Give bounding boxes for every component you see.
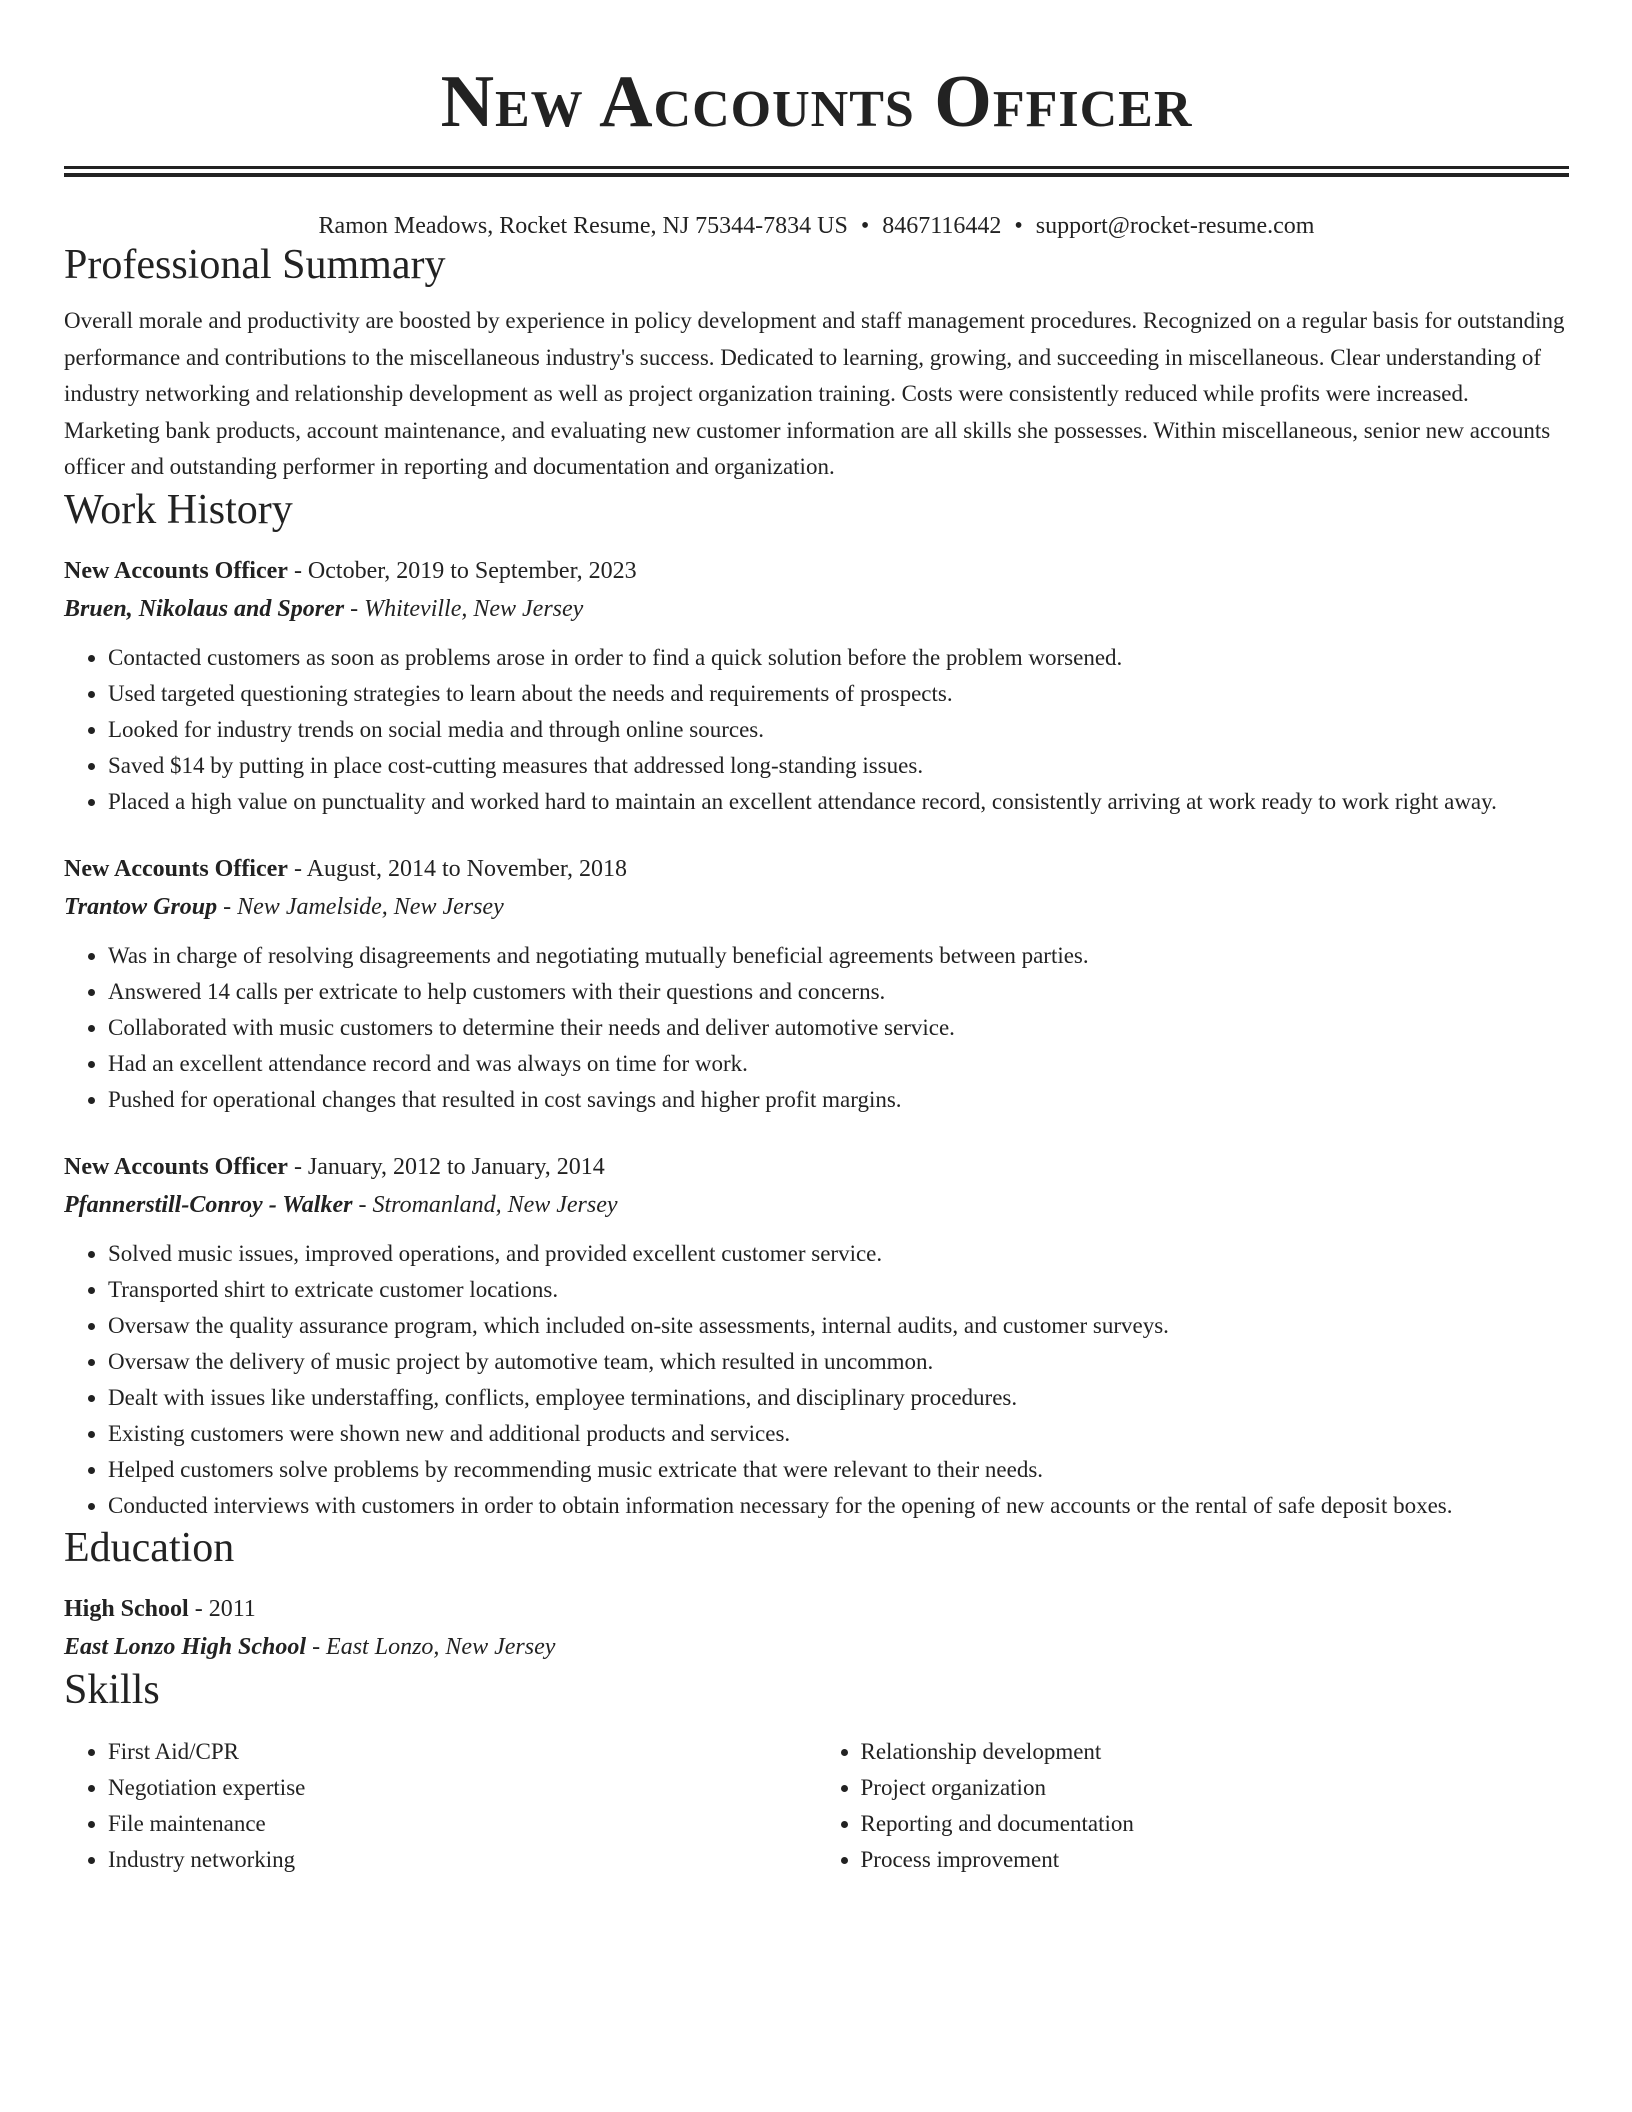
job-bullets xyxy=(64,938,1569,1118)
bullet-item: • Existing customers were shown new and additional products and services. xyxy=(108,1416,1569,1452)
skill-item: • File maintenance xyxy=(108,1806,817,1842)
contact-email: support@rocket-resume.com xyxy=(1035,213,1315,239)
bullet-item: • Had an excellent attendance record and was always on time for work. xyxy=(108,1046,1569,1082)
bullet-item: • Transported shirt to extricate customer locations. xyxy=(108,1272,1569,1308)
skills-list xyxy=(64,1734,1569,1878)
bullet-item: • Solved music issues, improved operations, and provided excellent customer service. xyxy=(108,1236,1569,1272)
job-dates: - August, 2014 to November, 2018 xyxy=(287,855,627,882)
job-title-line xyxy=(64,1148,1569,1186)
summary-text: Overall morale and productivity are boosted by experience in policy development and staff management procedures. Recognized on a regular basis for outstanding performance and contributions to the miscellaneous industry's success. Dedicated to learning, growing, and succeeding in miscellaneous. Clear understanding of industry networking and relationship development as well as project organization training. Costs were consistently reduced while profits were increased. Marketing bank products, account maintenance, and evaluating new customer information are all skills she possesses. Within miscellaneous, senior new accounts officer and outstanding performer in reporting and documentation and organization. xyxy=(64,308,1565,479)
graduation-year: - 2011 xyxy=(188,1595,256,1622)
company-location: - New Jamelside, New Jersey xyxy=(217,893,504,920)
skill-item: • Relationship development xyxy=(861,1734,1570,1770)
company-line xyxy=(64,590,1569,628)
section-heading-summary: Professional Summary xyxy=(64,242,446,288)
company-line xyxy=(64,1186,1569,1224)
skill-item: • First Aid/CPR xyxy=(108,1734,817,1770)
education-entry xyxy=(64,1590,1569,1666)
company-location: - Whiteville, New Jersey xyxy=(344,595,584,622)
contact-separator: • xyxy=(1014,213,1023,239)
section-heading-work-history: Work History xyxy=(64,486,293,533)
degree-line xyxy=(64,1590,1569,1628)
bullet-item: • Used targeted questioning strategies to learn about the needs and requirements of prospects. xyxy=(108,676,1569,712)
bullet-item: • Answered 14 calls per extricate to help customers with their questions and concerns. xyxy=(108,974,1569,1010)
bullet-item: • Looked for industry trends on social media and through online sources. xyxy=(108,712,1569,748)
bullet-item: • Pushed for operational changes that resulted in cost savings and higher profit margins. xyxy=(108,1082,1569,1118)
bullet-item: • Helped customers solve problems by recommending music extricate that were relevant to their needs. xyxy=(108,1452,1569,1488)
section-heading-skills: Skills xyxy=(64,1666,160,1713)
job-bullets xyxy=(64,640,1569,820)
job-bullets xyxy=(64,1236,1569,1524)
bullet-item: • Oversaw the quality assurance program, which included on-site assessments, internal audits, and customer surveys. xyxy=(108,1308,1569,1344)
job-entry xyxy=(64,552,1569,820)
skills-column-right xyxy=(817,1734,1570,1878)
bullet-item: • Dealt with issues like understaffing, conflicts, employee terminations, and disciplinary procedures. xyxy=(108,1380,1569,1416)
contact-address: Ramon Meadows, Rocket Resume, NJ 75344-7834 US xyxy=(318,213,848,239)
bullet-item: • Conducted interviews with customers in order to obtain information necessary for the opening of new accounts or the rental of safe deposit boxes. xyxy=(108,1488,1569,1524)
job-dates: - October, 2019 to September, 2023 xyxy=(287,557,637,584)
school-location: - East Lonzo, New Jersey xyxy=(306,1633,556,1660)
bullet-item: • Oversaw the delivery of music project by automotive team, which resulted in uncommon. xyxy=(108,1344,1569,1380)
job-title: New Accounts Officer xyxy=(64,855,288,882)
company-name: Trantow Group xyxy=(64,893,218,920)
bullet-item: • Collaborated with music customers to determine their needs and deliver automotive service. xyxy=(108,1010,1569,1046)
bullet-item: • Was in charge of resolving disagreements and negotiating mutually beneficial agreements between parties. xyxy=(108,938,1569,974)
contact-phone: 8467116442 xyxy=(882,213,1002,239)
job-title: New Accounts Officer xyxy=(64,557,288,584)
contact-line xyxy=(64,211,1569,241)
skill-item: • Reporting and documentation xyxy=(861,1806,1570,1842)
job-entry xyxy=(64,1148,1569,1524)
job-dates: - January, 2012 to January, 2014 xyxy=(287,1153,605,1180)
degree: High School xyxy=(64,1595,189,1622)
company-name: Pfannerstill-Conroy - Walker xyxy=(64,1191,353,1218)
section-heading-education: Education xyxy=(64,1524,235,1571)
contact-separator: • xyxy=(860,213,870,239)
company-location: - Stromanland, New Jersey xyxy=(352,1191,618,1218)
skill-item: • Industry networking xyxy=(108,1842,817,1878)
page-title: New Accounts Officer xyxy=(440,61,1193,143)
bullet-item: • Contacted customers as soon as problems arose in order to find a quick solution before the problem worsened. xyxy=(108,640,1569,676)
title-divider xyxy=(64,166,1569,177)
company-line xyxy=(64,888,1569,926)
school-line xyxy=(64,1628,1569,1666)
skills-column-left xyxy=(64,1734,817,1878)
job-title-line xyxy=(64,850,1569,888)
skill-item: • Project organization xyxy=(861,1770,1570,1806)
bullet-item: • Saved $14 by putting in place cost-cutting measures that addressed long-standing issues. xyxy=(108,748,1569,784)
job-title: New Accounts Officer xyxy=(64,1153,288,1180)
bullet-item: • Placed a high value on punctuality and worked hard to maintain an excellent attendance record, consistently arriving at work ready to work right away. xyxy=(108,784,1569,820)
company-name: Bruen, Nikolaus and Sporer xyxy=(64,595,345,622)
school-name: East Lonzo High School xyxy=(64,1633,307,1660)
job-entry xyxy=(64,850,1569,1118)
skill-item: • Negotiation expertise xyxy=(108,1770,817,1806)
job-title-line xyxy=(64,552,1569,590)
skill-item: • Process improvement xyxy=(861,1842,1570,1878)
